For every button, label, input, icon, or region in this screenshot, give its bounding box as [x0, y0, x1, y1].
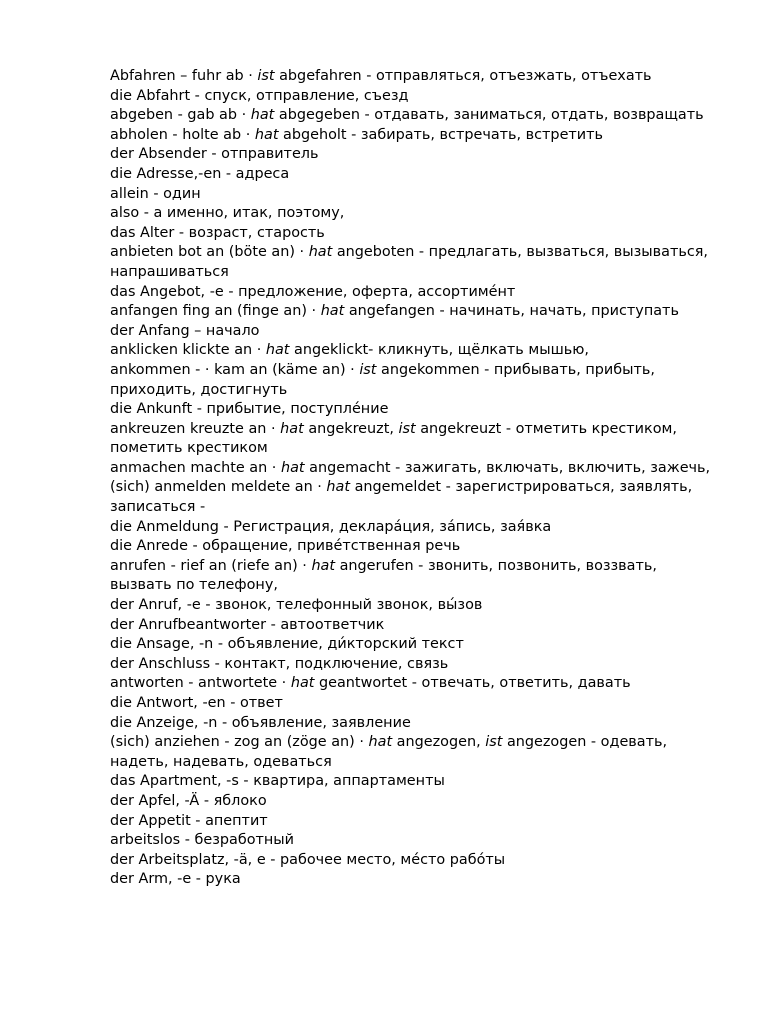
entry-text: die Anmeldung - Регистрация, деклара́ция, за́пись, зая́вка [110, 518, 552, 535]
entry-text: Abfahren – fuhr ab · [110, 68, 258, 84]
auxiliary-verb: hat [368, 734, 393, 751]
entry-text: allein - один [110, 185, 201, 202]
auxiliary-verb: hat [326, 479, 351, 496]
vocabulary-entry [110, 459, 720, 479]
auxiliary-verb: hat [265, 342, 290, 359]
auxiliary-verb: ist [485, 734, 503, 751]
entry-text: abgeholt - забирать, встречать, встретить [278, 126, 604, 143]
entry-text: der Anfang – начало [110, 322, 260, 339]
vocabulary-document [110, 67, 720, 890]
vocabulary-entry [110, 106, 720, 126]
entry-text: ankreuzen kreuzte an · [110, 420, 281, 437]
entry-text: abgeben - gab ab · [110, 107, 251, 124]
vocabulary-entry [110, 420, 720, 459]
entry-text: der Anschluss - контакт, подключение, связь [110, 655, 449, 672]
entry-text: (sich) anziehen - zog an (zöge an) · [110, 734, 369, 751]
auxiliary-verb: hat [311, 557, 336, 574]
entry-text: der Anruf, -e - звонок, телефонный звонок, вы́зов [110, 597, 483, 614]
vocabulary-entry [110, 674, 720, 694]
entry-text: anbieten bot an (böte an) · [110, 244, 309, 261]
vocabulary-entry [110, 616, 720, 636]
entry-text: arbeitslos - безработный [110, 832, 295, 849]
entry-text: antworten - antwortete · [110, 675, 291, 692]
entry-text: die Adresse,-en - адреса [110, 165, 290, 182]
vocabulary-entry [110, 283, 720, 303]
vocabulary-entry [110, 243, 720, 282]
vocabulary-entry [110, 67, 720, 87]
vocabulary-entry [110, 185, 720, 205]
entry-text: die Ansage, -n - объявление, ди́кторский текст [110, 636, 464, 653]
vocabulary-entry [110, 400, 720, 420]
entry-text: angemeldet - зарегистрироваться, заявлять, записаться - [110, 479, 693, 516]
entry-text: angekreuzt - отметить крестиком, пометить крестиком [110, 420, 677, 457]
entry-text: anrufen - rief an (riefe an) · [110, 557, 312, 574]
vocabulary-entry [110, 870, 720, 890]
vocabulary-entry [110, 772, 720, 792]
entry-text: die Anzeige, -n - объявление, заявление [110, 714, 411, 731]
entry-text: angeklickt- кликнуть, щёлкать мышью, [289, 342, 589, 359]
entry-text: das Alter - возраст, старость [110, 224, 325, 241]
entry-text: der Appetit - апептит [110, 812, 268, 829]
vocabulary-entry [110, 851, 720, 871]
entry-text: geantwortet - отвечать, ответить, давать [314, 675, 631, 692]
vocabulary-entry [110, 812, 720, 832]
entry-text: anmachen machte an · [110, 459, 281, 476]
entry-text: angekreuzt, [303, 420, 399, 437]
entry-text: der Arbeitsplatz, -ä, e - рабочее место, ме́сто рабо́ты [110, 851, 506, 868]
auxiliary-verb: hat [250, 107, 275, 124]
entry-text: anklicken klickte an · [110, 342, 266, 359]
entry-text: das Angebot, -e - предложение, оферта, ассортиме́нт [110, 283, 516, 300]
entry-text: abgefahren - отправляться, отъезжать, отъехать [274, 68, 652, 84]
entry-text: angekommen - прибывать, прибыть, приходить, достигнуть [110, 361, 655, 398]
vocabulary-entry [110, 361, 720, 400]
auxiliary-verb: ist [359, 361, 377, 378]
vocabulary-entry [110, 322, 720, 342]
vocabulary-entry [110, 126, 720, 146]
entry-text: angezogen - одевать, надеть, надевать, одеваться [110, 734, 668, 770]
vocabulary-entry [110, 302, 720, 322]
auxiliary-verb: hat [280, 459, 305, 476]
vocabulary-entry [110, 792, 720, 812]
auxiliary-verb: ist [257, 68, 275, 84]
entry-text: ankommen - · kam an (käme an) · [110, 361, 360, 378]
vocabulary-entry [110, 478, 720, 517]
vocabulary-entry [110, 145, 720, 165]
entry-text: angeboten - предлагать, вызваться, вызываться, напрашиваться [110, 244, 708, 280]
entry-text: angezogen, [392, 734, 486, 751]
vocabulary-entry [110, 537, 720, 557]
vocabulary-entry [110, 635, 720, 655]
entry-text: also - а именно, итак, поэтому, [110, 205, 345, 222]
auxiliary-verb: hat [290, 675, 315, 692]
entry-text: abholen - holte ab · [110, 126, 255, 143]
vocabulary-entry [110, 733, 720, 772]
vocabulary-entry [110, 714, 720, 734]
vocabulary-entry [110, 694, 720, 714]
auxiliary-verb: hat [308, 244, 333, 261]
vocabulary-entry [110, 596, 720, 616]
entry-text: die Abfahrt - спуск, отправление, съезд [110, 87, 409, 104]
vocabulary-entry [110, 831, 720, 851]
entry-text: die Anrede - обращение, приве́тственная речь [110, 538, 461, 555]
vocabulary-entry [110, 204, 720, 224]
entry-text: der Anrufbeantworter - автоответчик [110, 616, 385, 633]
vocabulary-entry [110, 224, 720, 244]
entry-text: (sich) anmelden meldete an · [110, 479, 327, 496]
auxiliary-verb: hat [254, 126, 279, 143]
vocabulary-entry [110, 518, 720, 538]
auxiliary-verb: ist [398, 420, 416, 437]
entry-text: angefangen - начинать, начать, приступать [344, 303, 679, 320]
entry-text: das Apartment, -s - квартира, аппартаменты [110, 773, 445, 790]
entry-text: der Apfel, -Ä - яблоко [110, 792, 267, 809]
vocabulary-entry [110, 655, 720, 675]
entry-text: der Absender - отправитель [110, 146, 319, 163]
vocabulary-entry [110, 165, 720, 185]
vocabulary-entry [110, 87, 720, 107]
entry-text: die Antwort, -en - ответ [110, 695, 283, 711]
entry-text: abgegeben - отдавать, заниматься, отдать, возвращать [274, 107, 704, 124]
entry-text: der Arm, -e - рука [110, 871, 241, 888]
entry-text: angemacht - зажигать, включать, включить, зажечь, [304, 459, 711, 476]
vocabulary-entry [110, 557, 720, 596]
entry-text: angerufen - звонить, позвонить, воззвать, вызвать по телефону, [110, 557, 657, 594]
entry-text: anfangen fing an (finge an) · [110, 303, 321, 320]
auxiliary-verb: hat [280, 420, 304, 437]
vocabulary-entry [110, 341, 720, 361]
auxiliary-verb: hat [320, 303, 345, 320]
entry-text: die Ankunft - прибытие, поступле́ние [110, 401, 389, 418]
